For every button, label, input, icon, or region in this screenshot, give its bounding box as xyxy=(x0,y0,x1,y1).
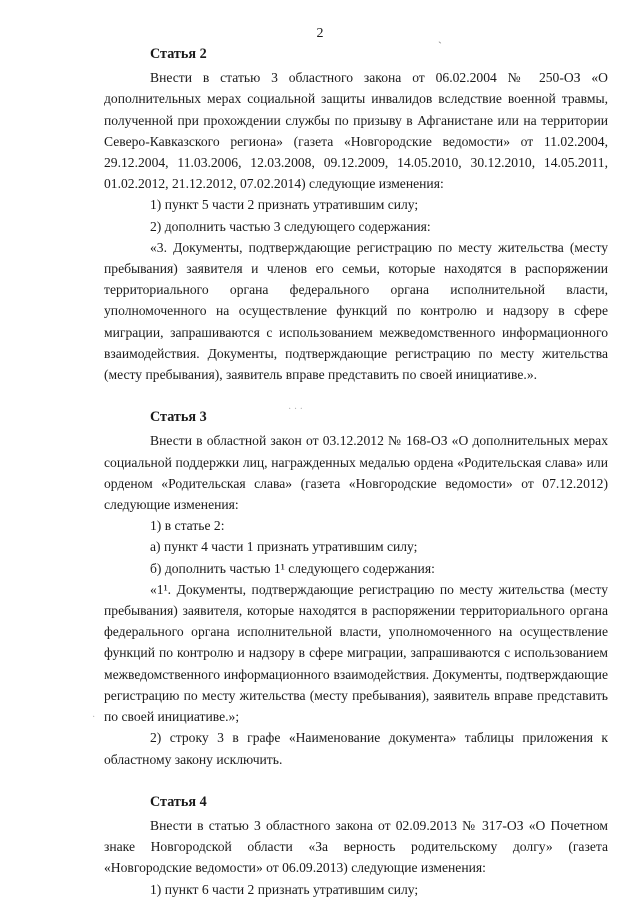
article-paragraph: 2) дополнить частью 3 следующего содержания: xyxy=(150,218,431,234)
article-4 xyxy=(104,792,608,900)
article-paragraph: Внести в областной закон от 03.12.2012 № 168-ОЗ «О дополнительных мерах социальной поддержки лиц, награжденных медалью ордена «Родительская слава» или орденом «Родительская слава» (газета «Новгородские ведомости» от 07.12.2012) следующие изменения: xyxy=(104,433,608,513)
article-paragraph: «1¹. Документы, подтверждающие регистрацию по месту жительства (месту пребывания) заявителя, которые находятся в распоряжении территориального органа федерального органа исполнительной власти, уполномоченного на осуществление функций по контролю и надзору в сфере миграции, запрашиваются с использованием межведомственного информационного взаимодействия. Документы, подтверждающие регистрацию по месту жительства (месту пребывания), заявитель вправе представить по своей инициативе.»; xyxy=(104,581,608,725)
scan-speck: ˎ xyxy=(438,30,442,44)
article-paragraph: Внести в статью 3 областного закона от 02.09.2013 № 317-ОЗ «О Почетном знаке Новгородской области «За верность родительскому долгу» (газета «Новгородские ведомости» от 06.09.2013) следующие изменения: xyxy=(104,817,608,876)
article-3 xyxy=(104,407,608,769)
scan-speck: · xyxy=(92,712,96,723)
page-number: 2 xyxy=(316,26,324,41)
article-paragraph: 1) в статье 2: xyxy=(150,518,225,534)
article-paragraph: б) дополнить частью 1¹ следующего содержания: xyxy=(150,560,435,576)
scan-speck: · · · xyxy=(288,404,303,415)
document-body xyxy=(104,44,608,900)
article-heading: Статья 3 xyxy=(150,409,207,426)
article-heading: Статья 2 xyxy=(150,46,207,62)
article-paragraph: «3. Документы, подтверждающие регистрацию по месту жительства (месту пребывания) заявителя и членов его семьи, которые находятся в распоряжении территориального органа федерального органа исполнительной власти, уполномоченного на осуществление функций по контролю и надзору в сфере миграции, запрашиваются с использованием межведомственного информационного взаимодействия. Документы, подтверждающие регистрацию по месту жительства (месту пребывания), заявитель вправе представить по своей инициативе.». xyxy=(104,239,608,383)
article-paragraph: 1) пункт 6 части 2 признать утратившим силу; xyxy=(150,881,419,897)
article-paragraph: Внести в статью 3 областного закона от 06.02.2004 № 250-ОЗ «О дополнительных мерах социальной защиты инвалидов вследствие военной травмы, полученной при прохождении службы по призыву в Афганистане или на территории Северо-Кавказского региона» (газета «Новгородские ведомости» от 11.02.2004, 29.12.2004, 11.03.2006, 12.03.2008, 09.12.2009, 14.05.2010, 30.12.2010, 14.05.2011, 01.02.2012, 21.12.2012, 07.02.2014) следующие изменения: xyxy=(104,70,608,192)
article-paragraph: 1) пункт 5 части 2 признать утратившим силу; xyxy=(150,197,419,213)
article-2 xyxy=(104,44,608,385)
article-heading: Статья 4 xyxy=(150,793,207,810)
article-paragraph: а) пункт 4 части 1 признать утратившим силу; xyxy=(150,539,418,555)
article-paragraph: 2) строку 3 в графе «Наименование документа» таблицы приложения к областному закону исключить. xyxy=(104,730,608,767)
